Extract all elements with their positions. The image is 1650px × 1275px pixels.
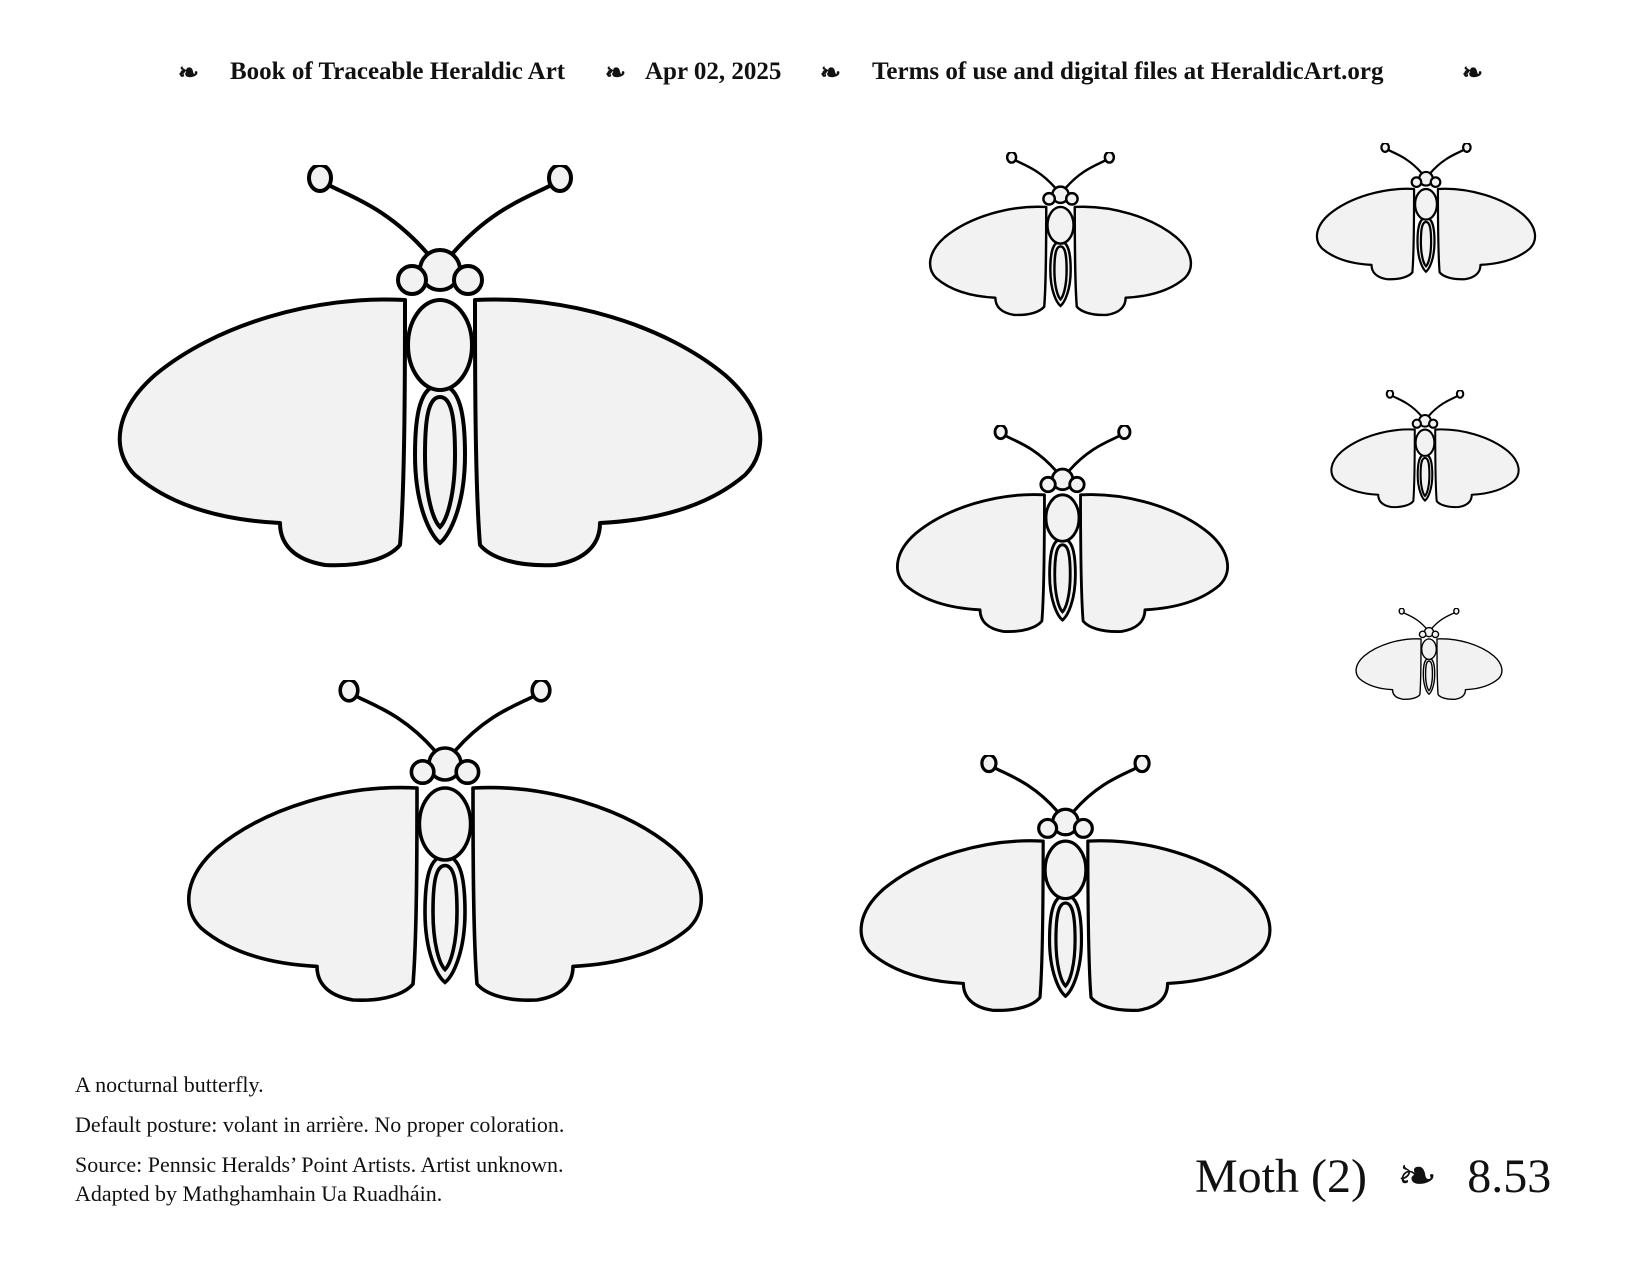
description-line-3: Source: Pennsic Heralds’ Point Artists. Artist unknown. [75, 1152, 564, 1177]
header-ornament-1: ❧ [178, 60, 199, 87]
moth-icon [1317, 143, 1535, 279]
moth-icon [1331, 390, 1518, 507]
page-header [0, 58, 1650, 98]
moth-small-3 [1315, 143, 1537, 286]
moth-icon [120, 165, 761, 565]
header-ornament-3: ❧ [820, 60, 841, 87]
moth-icon [1356, 608, 1502, 699]
moth-icon [930, 152, 1191, 315]
moth-small-5 [1355, 608, 1503, 704]
plate-ornament: ❧ [1396, 1150, 1438, 1203]
header-ornament-2: ❧ [605, 60, 626, 87]
print-date: Apr 02, 2025 [645, 58, 782, 85]
moth-icon [897, 425, 1227, 631]
moth-icon [189, 680, 701, 1000]
moth-small-2 [928, 152, 1193, 323]
moth-medium-alt [858, 755, 1273, 1023]
moth-medium [185, 680, 705, 1016]
plate-title [1195, 1148, 1595, 1204]
description-line-2: Default posture: volant in arrière. No proper coloration. [75, 1112, 565, 1137]
header-ornament-4: ❧ [1462, 60, 1483, 87]
terms-text: Terms of use and digital files at HeraldicArt.org [872, 58, 1384, 85]
description-line-1: A nocturnal butterfly. [75, 1072, 264, 1097]
moth-icon [861, 755, 1270, 1010]
moth-large [115, 165, 765, 585]
moth-small-1 [895, 425, 1230, 642]
moth-small-4 [1330, 390, 1520, 513]
book-title: Book of Traceable Heraldic Art [230, 58, 566, 85]
plate-name: Moth (2) [1195, 1150, 1367, 1203]
plate-number: 8.53 [1467, 1150, 1552, 1203]
description-line-4: Adapted by Mathghamhain Ua Ruadháin. [75, 1181, 443, 1206]
